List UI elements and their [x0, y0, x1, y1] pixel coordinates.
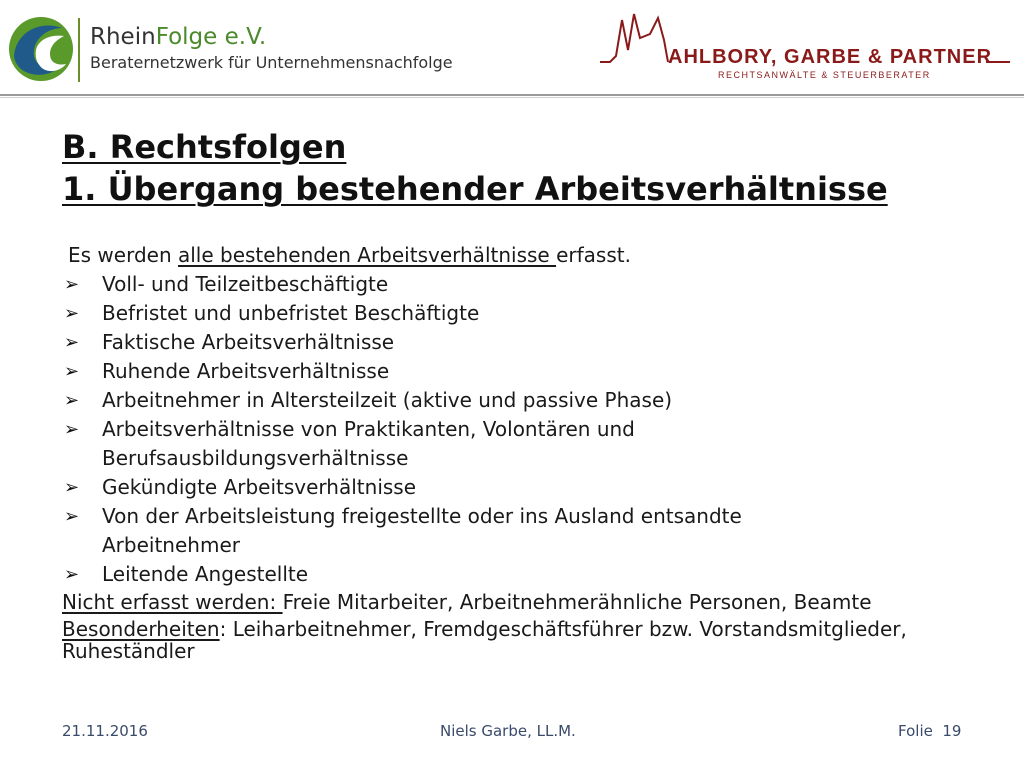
arrow-bullet-icon: ➢	[64, 303, 80, 324]
slide-title	[62, 126, 888, 210]
agp-subtitle: RECHTSANWÄLTE & STEUERBERATER	[718, 70, 931, 80]
footer-slide-number: Folie 19	[898, 722, 962, 740]
arrow-bullet-icon: ➢	[64, 477, 80, 498]
arrow-bullet-icon: ➢	[64, 332, 80, 353]
rheinfolge-name: RheinFolge e.V.	[90, 24, 267, 50]
arrow-bullet-icon: ➢	[64, 390, 80, 411]
footer-author: Niels Garbe, LL.M.	[440, 722, 576, 740]
list-item: ➢ Faktische Arbeitsverhältnisse	[62, 328, 962, 357]
bullet-list	[62, 270, 962, 589]
agp-name: AHLBORY, GARBE & PARTNER	[668, 46, 993, 68]
list-item: ➢ Ruhende Arbeitsverhältnisse	[62, 357, 962, 386]
list-item: ➢ Arbeitsverhältnisse von Praktikanten, Volontären und Berufsausbildungsverhältnisse	[64, 417, 635, 470]
logo-divider	[78, 18, 80, 82]
rheinfolge-tagline: Beraternetzwerk für Unternehmensnachfolge	[90, 53, 453, 72]
slide-header	[0, 0, 1024, 98]
list-item: ➢ Gekündigte Arbeitsverhältnisse	[62, 473, 962, 502]
list-item: ➢ Von der Arbeitsleistung freigestellte oder ins Ausland entsandte Arbeitnehmer	[64, 504, 742, 557]
list-item: ➢ Befristet und unbefristet Beschäftigte	[62, 299, 962, 328]
arrow-bullet-icon: ➢	[64, 274, 80, 295]
rheinfolge-logo-icon	[6, 14, 76, 84]
list-item: ➢ Voll- und Teilzeitbeschäftigte	[62, 270, 962, 299]
slide-footer	[0, 722, 1024, 746]
footer-date: 21.11.2016	[62, 722, 148, 740]
arrow-bullet-icon: ➢	[64, 506, 80, 527]
list-item: ➢ Leitende Angestellte	[62, 560, 962, 589]
slide-body	[62, 240, 962, 662]
arrow-bullet-icon: ➢	[64, 419, 80, 440]
header-rule-thin	[0, 97, 1024, 98]
not-covered-note: Nicht erfasst werden: Freie Mitarbeiter, Arbeitnehmerähnliche Personen, Beamte	[62, 590, 872, 614]
arrow-bullet-icon: ➢	[64, 564, 80, 585]
special-cases-note: Besonderheiten: Leiharbeitnehmer, Fremdgeschäftsführer bzw. Vorstandsmitglieder, Ruheständler	[62, 617, 907, 663]
slide-title-line2: 1. Übergang bestehender Arbeitsverhältnisse	[62, 170, 888, 208]
intro-text: Es werden alle bestehenden Arbeitsverhältnisse erfasst.	[68, 243, 631, 267]
arrow-bullet-icon: ➢	[64, 361, 80, 382]
ahlbory-garbe-partner-logo	[598, 10, 1014, 88]
list-item: ➢ Arbeitnehmer in Altersteilzeit (aktive und passive Phase)	[62, 386, 962, 415]
header-rule	[0, 94, 1024, 96]
slide-title-line1: B. Rechtsfolgen	[62, 128, 347, 166]
